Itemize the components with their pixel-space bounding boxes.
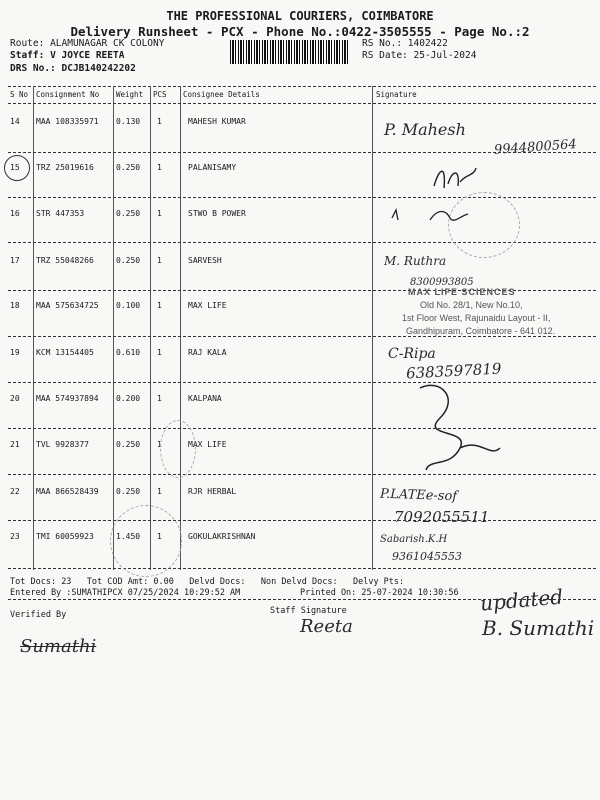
consignment-cell: KCM 13154405 (36, 348, 94, 357)
address-stamp: MAX LIFE SCIENCES Old No. 28/1, New No.10, 1st Floor West, Rajunaidu Layout - II, Gandhipuram, Coimbatore - 641 012. (402, 287, 556, 336)
entered-by: Entered By :SUMATHIPCX 07/25/2024 10:29:52 AM (10, 588, 241, 598)
column-header-weight: Weight (116, 90, 144, 99)
signature-14: P. Mahesh (384, 120, 466, 139)
pcs-cell: 1 (157, 532, 162, 541)
pcs-cell: 1 (157, 117, 162, 126)
pcs-cell: 1 (157, 440, 162, 449)
staff-signature: Reeta (300, 616, 353, 637)
consignee-cell: RAJ KALA (188, 348, 227, 357)
handwritten-number: 8300993805 (410, 277, 474, 288)
rs-no-line: RS No.: 1402422 (362, 38, 448, 49)
pcs-cell: 1 (157, 487, 162, 496)
pcs-cell: 1 (157, 394, 162, 403)
route-line: Route: ALAMUNAGAR CK COLONY (10, 38, 165, 49)
drs-line: DRS No.: DCJB140242202 (10, 63, 136, 74)
tot-cod-value: 0.00 (153, 577, 174, 587)
staff-value: V JOYCE REETA (50, 50, 125, 61)
consignee-cell: GOKULAKRISHNAN (188, 532, 256, 541)
staff-signature-label: Staff Signature (270, 606, 347, 616)
pcs-cell: 1 (157, 348, 162, 357)
sno-cell: 16 (10, 209, 20, 218)
header-rule (8, 103, 596, 104)
signature-scribble (400, 378, 510, 478)
sno-cell: 18 (10, 301, 20, 310)
signature-23: Sabarish.K.H (380, 534, 448, 545)
table-row (0, 348, 600, 368)
staff-line: Staff: V JOYCE REETA (10, 50, 125, 61)
sno-cell: 23 (10, 532, 20, 541)
table-row (0, 532, 600, 552)
sno-cell: 22 (10, 487, 20, 496)
printed-on: Printed On: 25-07-2024 10:30:56 (300, 588, 459, 598)
consignee-cell: STWO B POWER (188, 209, 246, 218)
circle-mark (4, 155, 30, 181)
weight-cell: 0.200 (116, 394, 141, 403)
signature-17: M. Ruthra (384, 254, 447, 268)
route-value: ALAMUNAGAR CK COLONY (50, 38, 165, 49)
handwritten-phone: 7092055511 (394, 508, 490, 526)
sno-cell: 21 (10, 440, 20, 449)
weight-cell: 0.250 (116, 163, 141, 172)
consignee-cell: RJR HERBAL (188, 487, 237, 496)
tot-docs-value: 23 (61, 577, 72, 587)
pcs-cell: 1 (157, 256, 162, 265)
company-title: THE PROFESSIONAL COURIERS, COIMBATORE (166, 9, 434, 23)
row-rule (8, 520, 596, 521)
consignment-cell: MAA 108335971 (36, 117, 99, 126)
column-header-consignment: Consignment No (36, 90, 100, 99)
consignee-cell: MAHESH KUMAR (188, 117, 246, 126)
sno-cell: 15 (10, 163, 20, 172)
table-row (0, 487, 600, 507)
handwritten-phone: 9361045553 (392, 550, 462, 563)
consignee-cell: PALANISAMY (188, 163, 237, 172)
drs-value: DCJB140242202 (61, 63, 136, 74)
column-header-signature: Signature (376, 90, 417, 99)
weight-cell: 0.100 (116, 301, 141, 310)
consignment-cell: TRZ 25019616 (36, 163, 94, 172)
signature-22: P.LATEe-sof (379, 486, 458, 505)
updated-note: updated (479, 584, 564, 616)
runsheet-subtitle: Delivery Runsheet - PCX - Phone No.:0422-3505555 - Page No.:2 (70, 24, 530, 39)
weight-cell: 0.250 (116, 209, 141, 218)
signature-19: C-Ripa (388, 346, 436, 362)
rs-date-line: RS Date: 25-Jul-2024 (362, 50, 477, 61)
verified-by-label: Verified By (10, 610, 67, 620)
sno-cell: 14 (10, 117, 20, 126)
table-row (0, 256, 600, 276)
verified-signature: Sumathi (20, 636, 97, 657)
pcs-cell: 1 (157, 301, 162, 310)
table-top-rule (8, 86, 596, 87)
rs-no-value: 1402422 (407, 38, 448, 49)
signature-scribble (430, 164, 480, 192)
updated-by-signature: B. Sumathi (482, 616, 595, 640)
weight-cell: 0.610 (116, 348, 141, 357)
consignee-cell: MAX LIFE (188, 301, 227, 310)
row-rule (8, 197, 596, 198)
table-row (0, 440, 600, 460)
sno-cell: 19 (10, 348, 20, 357)
column-header-consignee: Consignee Details (183, 90, 260, 99)
consignment-cell: TRZ 55048266 (36, 256, 94, 265)
handwritten-phone: 9944800564 (493, 137, 578, 158)
rs-date-value: 25-Jul-2024 (413, 50, 477, 61)
totals-line: Tot Docs: 23 Tot COD Amt: 0.00 Delvd Docs: Non Delvd Docs: Delvy Pts: (10, 577, 405, 587)
pcs-cell: 1 (157, 163, 162, 172)
consignment-cell: MAA 575634725 (36, 301, 99, 310)
column-header-sno: S No (10, 90, 29, 99)
consignee-cell: SARVESH (188, 256, 222, 265)
consignment-cell: MAA 574937894 (36, 394, 99, 403)
weight-cell: 0.250 (116, 256, 141, 265)
consignee-cell: KALPANA (188, 394, 222, 403)
table-row (0, 394, 600, 414)
column-header-pcs: PCS (153, 90, 167, 99)
table-row (0, 163, 600, 183)
pcs-cell: 1 (157, 209, 162, 218)
courier-seal-stamp (160, 420, 196, 478)
table-row (0, 117, 600, 137)
barcode (230, 40, 350, 64)
sno-cell: 20 (10, 394, 20, 403)
weight-cell: 0.130 (116, 117, 141, 126)
consignment-cell: TVL 9928377 (36, 440, 89, 449)
consignment-cell: MAA 866528439 (36, 487, 99, 496)
weight-cell: 0.250 (116, 440, 141, 449)
signature-scribble (390, 206, 470, 226)
handwritten-phone: 6383597819 (405, 359, 502, 383)
weight-cell: 1.450 (116, 532, 141, 541)
consignment-cell: TMI 60059923 (36, 532, 94, 541)
table-bottom-rule (8, 568, 596, 569)
consignment-cell: STR 447353 (36, 209, 85, 218)
weight-cell: 0.250 (116, 487, 141, 496)
courier-seal-stamp (110, 505, 182, 577)
sno-cell: 17 (10, 256, 20, 265)
consignee-cell: MAX LIFE (188, 440, 227, 449)
